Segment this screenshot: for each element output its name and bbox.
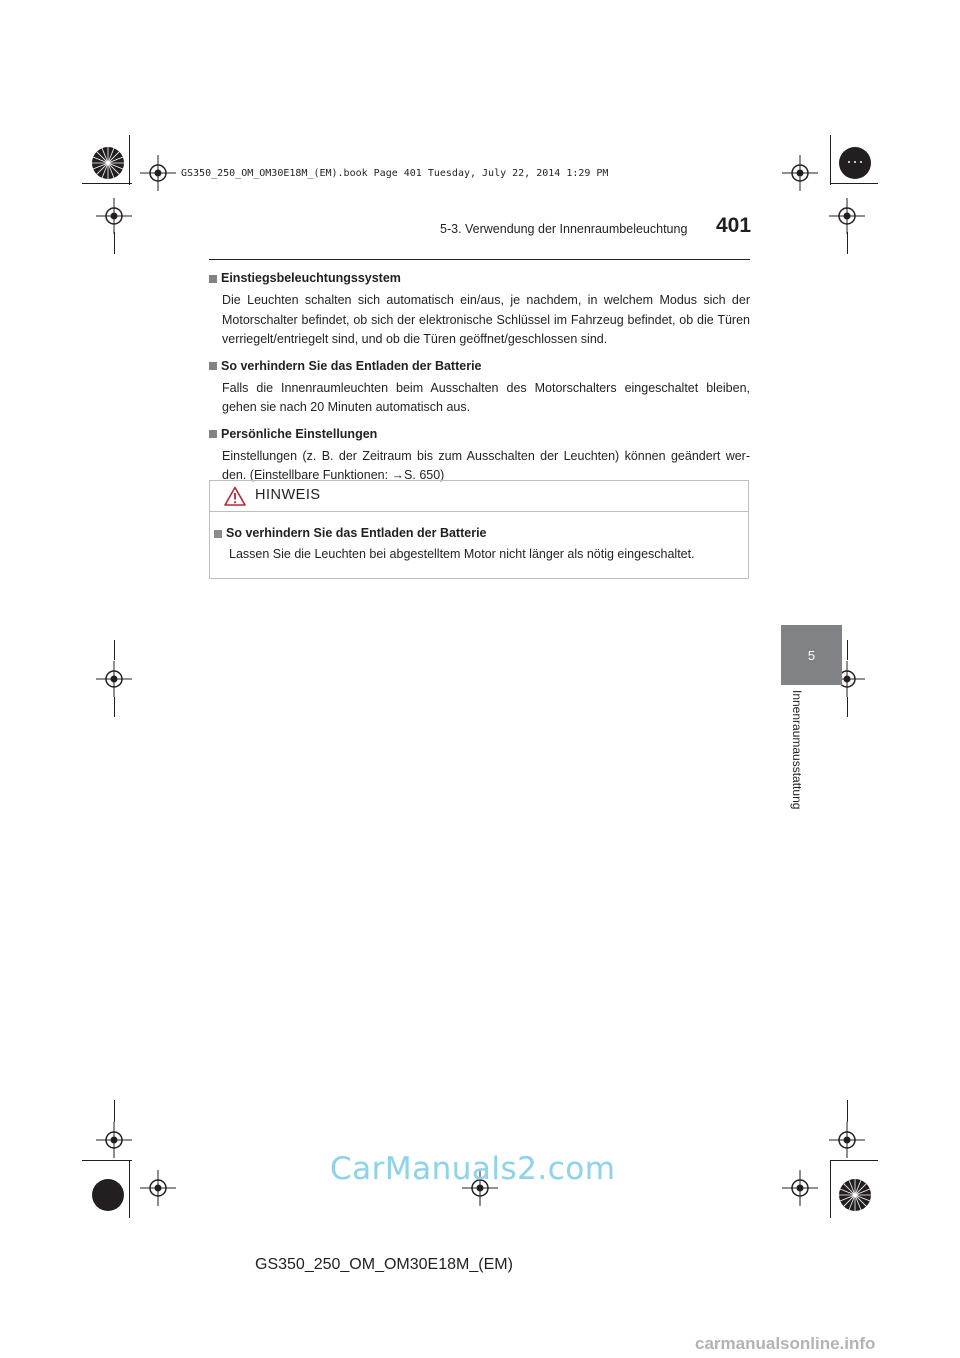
crop-line xyxy=(847,232,848,254)
section-title: 5-3. Verwendung der Innenraumbeleuchtung xyxy=(440,222,688,236)
section-text: Falls die Innenraumleuchten beim Ausschalten des Motorschalters eingeschaltet bleiben, gehen sie nach 20 Minuten automatisch aus. xyxy=(222,380,750,414)
section-heading: Einstiegsbeleuchtungssystem xyxy=(221,271,401,285)
crosshair-icon xyxy=(140,155,176,191)
crosshair-icon xyxy=(782,1170,818,1206)
crop-line xyxy=(847,697,848,717)
footer-code: GS350_250_OM_OM30E18M_(EM) xyxy=(255,1256,513,1273)
notice-body xyxy=(210,512,748,565)
crop-line xyxy=(82,183,132,184)
section-heading: So verhindern Sie das Entladen der Batterie xyxy=(221,358,482,373)
registration-dot-icon xyxy=(835,143,875,183)
crosshair-icon xyxy=(829,1122,865,1158)
crop-line xyxy=(830,1160,831,1218)
crop-line xyxy=(847,1100,848,1122)
crop-line xyxy=(114,232,115,254)
crosshair-icon xyxy=(96,661,132,697)
print-info: GS350_250_OM_OM30E18M_(EM).book Page 401 Tuesday, July 22, 2014 1:29 PM xyxy=(181,168,609,179)
crosshair-icon xyxy=(782,155,818,191)
square-bullet-icon xyxy=(209,362,217,370)
section-block xyxy=(209,358,750,418)
header-divider xyxy=(209,259,750,260)
main-content xyxy=(209,270,750,494)
crosshair-icon xyxy=(829,198,865,234)
chapter-tab xyxy=(781,625,842,685)
warning-triangle-icon xyxy=(224,486,246,506)
crop-line xyxy=(114,640,115,660)
notice-text: Lassen Sie die Leuchten bei abgestelltem Motor nicht länger als nötig eingeschaltet. xyxy=(229,547,695,561)
chapter-number: 5 xyxy=(807,647,816,663)
watermark: CarManuals2.com xyxy=(330,1151,616,1187)
crosshair-icon xyxy=(96,1122,132,1158)
crop-line xyxy=(114,697,115,717)
registration-target-icon xyxy=(88,143,128,183)
section-block xyxy=(209,426,750,486)
chapter-label: Innenraumausstattung xyxy=(790,690,804,810)
crosshair-icon xyxy=(140,1170,176,1206)
square-bullet-icon xyxy=(209,275,217,283)
crop-line xyxy=(114,1100,115,1122)
crop-line xyxy=(830,1160,878,1161)
square-bullet-icon xyxy=(214,530,222,538)
crop-line xyxy=(847,640,848,660)
section-block xyxy=(209,270,750,350)
crop-line xyxy=(82,1160,132,1161)
crop-line xyxy=(129,135,130,185)
crop-line xyxy=(830,135,831,185)
notice-box xyxy=(209,480,749,579)
notice-heading: So verhindern Sie das Entladen der Batterie xyxy=(226,526,487,540)
notice-header xyxy=(210,481,748,512)
page-number: 401 xyxy=(716,214,752,237)
notice-title: HINWEIS xyxy=(255,487,321,503)
site-footer: carmanualsonline.info xyxy=(695,1334,876,1353)
section-text: Die Leuchten schalten sich automatisch ein/aus, je nachdem, in welchem Modus sich der Motorschalter befindet, ob sich der elektronische Schlüssel im Fahrzeug befindet, ob die Türen verriegelt/entriegelt sind, und ob die Türen geöffnet/geschlossen sind. xyxy=(222,293,750,346)
crosshair-icon xyxy=(96,198,132,234)
registration-dot-icon xyxy=(88,1175,128,1215)
square-bullet-icon xyxy=(209,430,217,438)
section-heading: Persönliche Einstellungen xyxy=(221,426,378,441)
registration-target-icon xyxy=(835,1175,875,1215)
crop-line xyxy=(129,1160,130,1218)
crop-line xyxy=(830,183,878,184)
section-text: Einstellungen (z. B. der Zeitraum bis zum Ausschalten der Leuchten) können geändert wer-den. (Einstellbare Funktionen: →S. 650) xyxy=(222,448,750,482)
